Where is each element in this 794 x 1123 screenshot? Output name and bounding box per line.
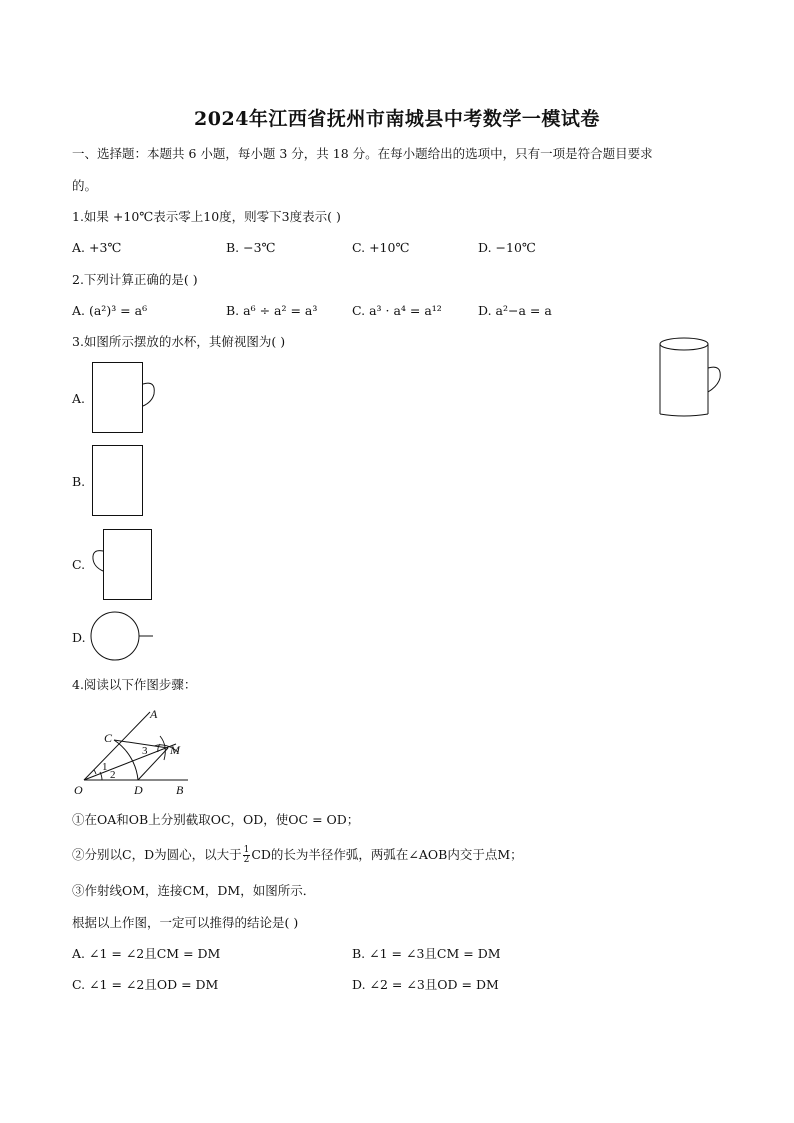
fraction-numerator: 1 <box>243 845 250 855</box>
q2-option-c: C. a³ · a⁴ = a¹² <box>352 303 442 318</box>
q3-option-c-label: C. <box>72 557 86 572</box>
q2-option-d: D. a²−a = a <box>478 303 552 318</box>
q1-option-a: A. +3℃ <box>72 240 122 255</box>
q3-option-b-label: B. <box>72 474 86 489</box>
label-point-a: A <box>150 707 158 721</box>
fraction-denominator: 2 <box>243 855 250 865</box>
q2-stem: 2.下列计算正确的是( ) <box>72 272 198 287</box>
q4-conclusion: 根据以上作图，一定可以推得的结论是( ) <box>72 915 299 930</box>
q4-step2 <box>72 846 523 865</box>
q4-step1: ①在OA和OB上分别截取OC，OD，使OC = OD； <box>72 812 360 827</box>
q3-option-d-figure <box>90 610 156 664</box>
section-instructions-line1: 一、选择题：本题共 6 小题，每小题 3 分，共 18 分。在每小题给出的选项中，只有一项是符合题目要求 <box>72 146 653 161</box>
q4-option-d: D. ∠2 = ∠3且OD = DM <box>352 977 499 992</box>
page-title: 2024年江西省抚州市南城县中考数学一模试卷 <box>194 108 600 130</box>
label-point-m: M <box>170 743 180 757</box>
label-point-c: C <box>104 731 113 745</box>
q4-stem: 4.阅读以下作图步骤： <box>72 677 197 692</box>
cup-figure <box>656 334 726 420</box>
label-point-d: D <box>134 783 143 797</box>
label-angle-3: 3 <box>142 745 148 757</box>
q4-step2-part1: ②分别以C，D为圆心，以大于 <box>72 847 242 862</box>
angle-bisector-figure <box>72 706 196 798</box>
q3-option-a-figure <box>92 362 158 434</box>
label-angle-1: 1 <box>102 761 108 773</box>
q1-option-d: D. −10℃ <box>478 240 536 255</box>
section-instructions-line2: 的。 <box>72 178 98 193</box>
label-point-b: B <box>176 783 184 797</box>
q1-stem: 1.如果 +10℃表示零上10度，则零下3度表示( ) <box>72 209 341 224</box>
label-point-o: O <box>74 783 83 797</box>
q3-option-d-label: D. <box>72 630 86 645</box>
q3-option-b-figure <box>92 445 146 517</box>
q1-option-c: C. +10℃ <box>352 240 410 255</box>
fraction-one-half <box>243 846 251 865</box>
q4-step2-part2: CD的长为半径作弧，两弧在∠AOB内交于点M； <box>251 847 523 862</box>
q4-step3: ③作射线OM，连接CM，DM，如图所示． <box>72 883 316 898</box>
q1-option-b: B. −3℃ <box>226 240 276 255</box>
q2-option-a: A. (a²)³ = a⁶ <box>72 303 148 318</box>
q3-stem: 3.如图所示摆放的水杯，其俯视图为( ) <box>72 334 286 349</box>
q2-option-b: B. a⁶ ÷ a² = a³ <box>226 303 318 318</box>
q3-option-a-label: A. <box>72 391 86 406</box>
label-angle-2: 2 <box>110 769 116 781</box>
q4-option-b: B. ∠1 = ∠3且CM = DM <box>352 946 501 961</box>
q4-option-a: A. ∠1 = ∠2且CM = DM <box>72 946 221 961</box>
q3-option-c-figure <box>90 529 154 601</box>
q4-option-c: C. ∠1 = ∠2且OD = DM <box>72 977 219 992</box>
